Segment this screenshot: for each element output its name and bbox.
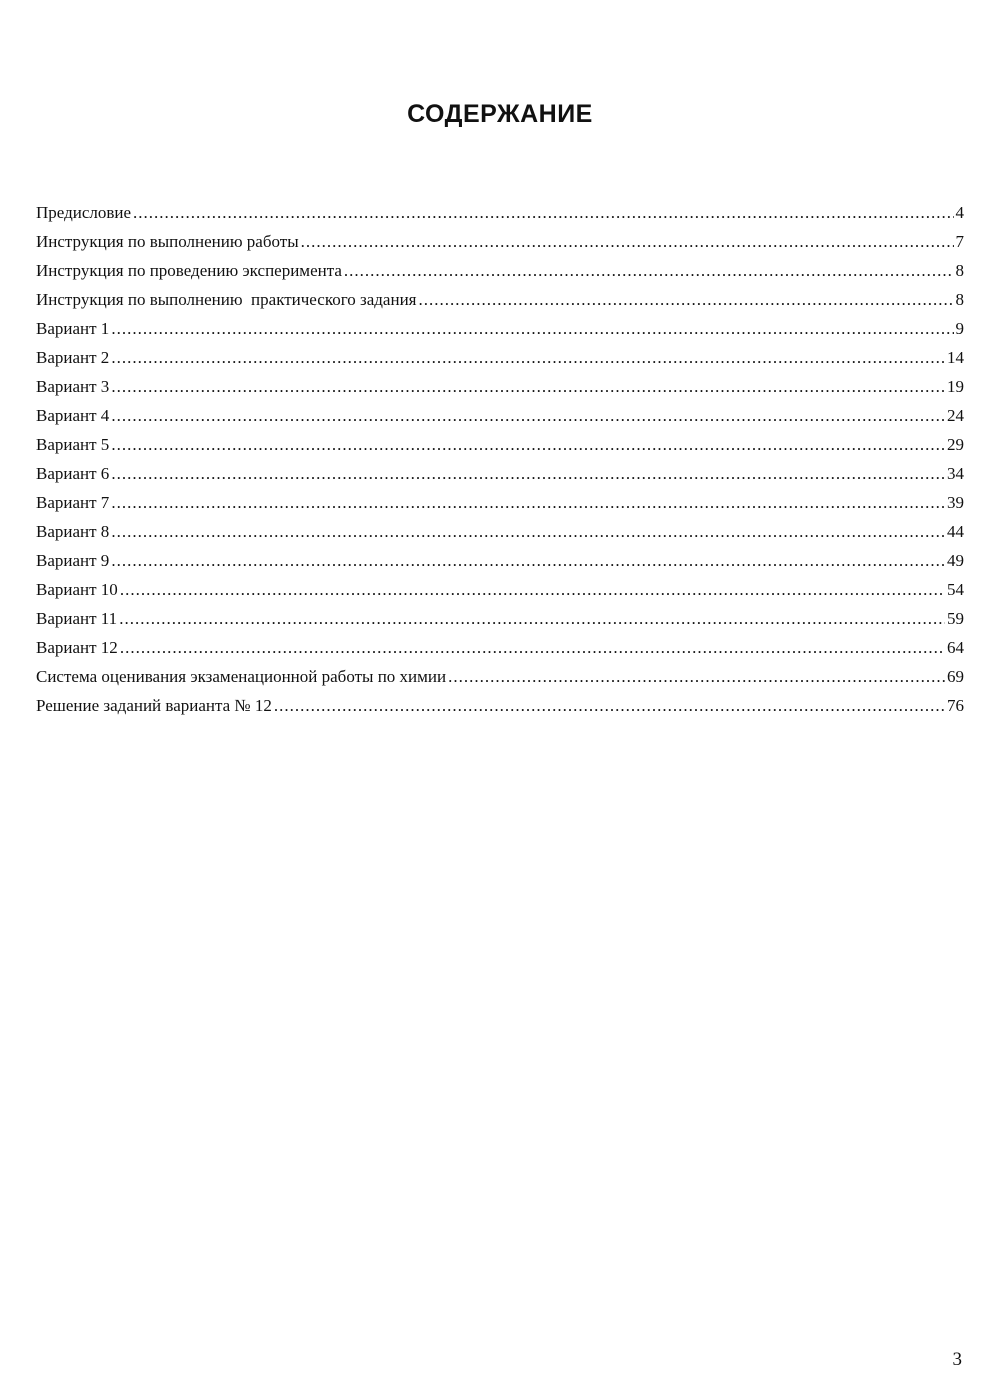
table-of-contents <box>36 198 964 720</box>
toc-item-label: Предисловие <box>36 203 132 222</box>
toc-dot-leader <box>344 256 954 285</box>
toc-item-page: 76 <box>947 696 964 715</box>
toc-item[interactable] <box>36 488 964 517</box>
toc-item-label: Вариант 8 <box>36 522 110 541</box>
toc-item-page: 44 <box>947 522 964 541</box>
toc-dot-leader <box>274 691 945 720</box>
toc-dot-leader <box>111 546 945 575</box>
toc-dot-leader <box>111 401 945 430</box>
toc-item[interactable] <box>36 256 964 285</box>
toc-item-page: 59 <box>947 609 964 628</box>
toc-dot-leader <box>111 488 945 517</box>
page-number: 3 <box>952 1349 962 1370</box>
toc-dot-leader <box>301 227 954 256</box>
toc-item[interactable] <box>36 285 964 314</box>
toc-item[interactable] <box>36 633 964 662</box>
toc-item-label: Инструкция по выполнению работы <box>36 232 299 251</box>
toc-item-label: Вариант 6 <box>36 464 110 483</box>
toc-item-page: 4 <box>955 203 964 222</box>
toc-item[interactable] <box>36 430 964 459</box>
toc-dot-leader <box>133 198 953 227</box>
toc-item-page: 7 <box>955 232 964 251</box>
toc-item-label: Решение заданий варианта № 12 <box>36 696 272 715</box>
toc-item-label: Вариант 11 <box>36 609 118 628</box>
toc-item[interactable] <box>36 372 964 401</box>
toc-item-page: 69 <box>947 667 964 686</box>
toc-item-label: Система оценивания экзаменационной работы по химии <box>36 667 447 686</box>
toc-item-page: 34 <box>947 464 964 483</box>
toc-item[interactable] <box>36 604 964 633</box>
toc-item[interactable] <box>36 198 964 227</box>
toc-item-page: 8 <box>955 261 964 280</box>
toc-item-page: 29 <box>947 435 964 454</box>
toc-dot-leader <box>418 285 953 314</box>
toc-item-page: 54 <box>947 580 964 599</box>
toc-dot-leader <box>111 517 945 546</box>
toc-item[interactable] <box>36 691 964 720</box>
toc-item-label: Вариант 3 <box>36 377 110 396</box>
toc-item[interactable] <box>36 401 964 430</box>
toc-item[interactable] <box>36 517 964 546</box>
toc-dot-leader <box>111 430 945 459</box>
toc-item-label: Вариант 12 <box>36 638 118 657</box>
toc-item-label: Инструкция по выполнению практического задания <box>36 290 417 309</box>
toc-dot-leader <box>111 314 953 343</box>
toc-dot-leader <box>111 372 945 401</box>
toc-item-page: 24 <box>947 406 964 425</box>
toc-item[interactable] <box>36 227 964 256</box>
toc-dot-leader <box>120 575 945 604</box>
toc-item-label: Вариант 4 <box>36 406 110 425</box>
toc-item-label: Вариант 7 <box>36 493 110 512</box>
toc-item-page: 19 <box>947 377 964 396</box>
toc-dot-leader <box>111 459 945 488</box>
toc-item-label: Вариант 1 <box>36 319 110 338</box>
toc-item-label: Вариант 10 <box>36 580 118 599</box>
toc-item-label: Вариант 5 <box>36 435 110 454</box>
toc-item[interactable] <box>36 575 964 604</box>
toc-item[interactable] <box>36 343 964 372</box>
toc-item-label: Вариант 9 <box>36 551 110 570</box>
toc-dot-leader <box>111 343 945 372</box>
toc-item-page: 49 <box>947 551 964 570</box>
toc-dot-leader <box>119 604 945 633</box>
toc-item[interactable] <box>36 314 964 343</box>
toc-dot-leader <box>120 633 945 662</box>
toc-item-page: 8 <box>955 290 964 309</box>
toc-item[interactable] <box>36 459 964 488</box>
toc-item-label: Вариант 2 <box>36 348 110 367</box>
toc-dot-leader <box>448 662 945 691</box>
toc-item[interactable] <box>36 546 964 575</box>
toc-item-page: 9 <box>955 319 964 338</box>
page-title: СОДЕРЖАНИЕ <box>407 100 593 128</box>
toc-item[interactable] <box>36 662 964 691</box>
toc-item-page: 14 <box>947 348 964 367</box>
toc-item-page: 39 <box>947 493 964 512</box>
toc-item-page: 64 <box>947 638 964 657</box>
toc-item-label: Инструкция по проведению эксперимента <box>36 261 342 280</box>
